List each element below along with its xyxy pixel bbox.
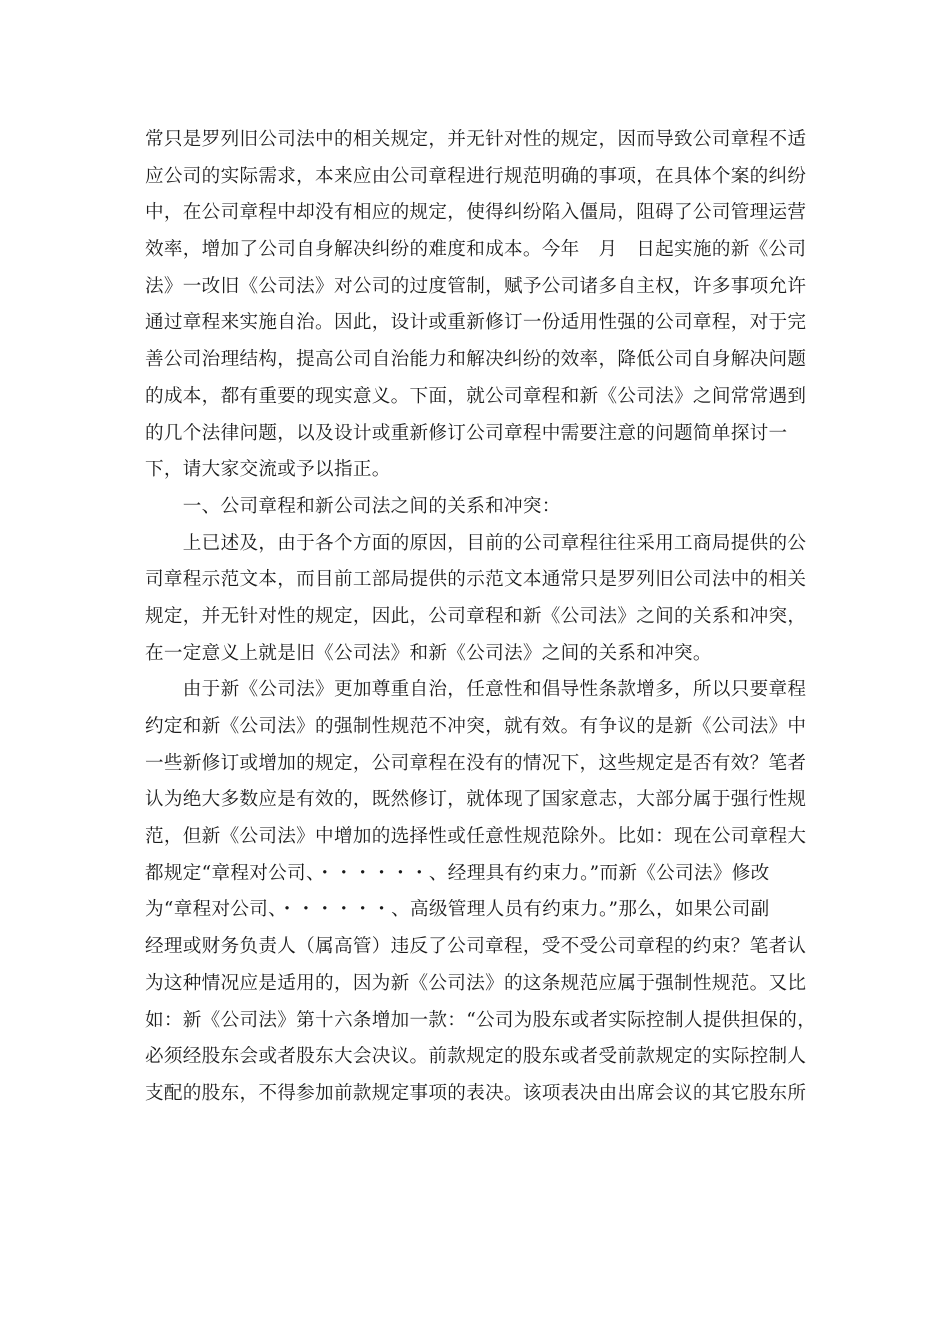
text-line: 如：新《公司法》第十六条增加一款：“公司为股东或者实际控制人提供担保的， (145, 1009, 817, 1031)
text-line: 的几个法律问题，以及设计或重新修订公司章程中需要注意的问题简单探讨一 (145, 422, 788, 444)
text-line: 范，但新《公司法》中增加的选择性或任意性规范除外。比如：现在公司章程大 (145, 826, 807, 848)
text-line: 由于新《公司法》更加尊重自治，任意性和倡导性条款增多，所以只要章程 (145, 679, 807, 701)
text-line: 规定，并无针对性的规定，因此，公司章程和新《公司法》之间的关系和冲突， (145, 605, 807, 627)
text-line: 必须经股东会或者股东大会决议。前款规定的股东或者受前款规定的实际控制人 (145, 1046, 807, 1068)
text-line: 约定和新《公司法》的强制性规范不冲突，就有效。有争议的是新《公司法》中 (145, 716, 807, 737)
text-line: 法》一改旧《公司法》对公司的过度管制，赋予公司诸多自主权，许多事项允许 (145, 275, 807, 297)
text-line: 一些新修订或增加的规定，公司章程在没有的情况下，这些规定是否有效？笔者 (145, 752, 807, 774)
text-line: 常只是罗列旧公司法中的相关规定，并无针对性的规定，因而导致公司章程不适 (145, 129, 807, 150)
text-line: 认为绝大多数应是有效的，既然修订，就体现了国家意志，大部分属于强行性规 (145, 789, 807, 811)
text-line: 效率，增加了公司自身解决纠纷的难度和成本。今年 月 日起实施的新《公司 (145, 239, 807, 261)
text-line: 为“章程对公司、・・・・・・、高级管理人员有约束力。”那么，如果公司副 (145, 899, 770, 921)
body-text (145, 122, 817, 1113)
text-line: 支配的股东，不得参加前款规定事项的表决。该项表决由出席会议的其它股东所 (145, 1082, 807, 1104)
text-line: 在一定意义上就是旧《公司法》和新《公司法》之间的关系和冲突。 (145, 642, 712, 664)
text-line: 上已述及，由于各个方面的原因，目前的公司章程往往采用工商局提供的公 (145, 532, 807, 554)
text-line: 通过章程来实施自治。因此，设计或重新修订一份适用性强的公司章程，对于完 (145, 312, 807, 334)
text-line: 都规定“章程对公司、・・・・・・、经理具有约束力。”而新《公司法》修改 (145, 862, 770, 884)
text-line: 的成本，都有重要的现实意义。下面，就公司章程和新《公司法》之间常常遇到 (145, 385, 807, 407)
text-line: 善公司治理结构，提高公司自治能力和解决纠纷的效率，降低公司自身解决问题 (145, 349, 807, 371)
text-line: 中，在公司章程中却没有相应的规定，使得纠纷陷入僵局，阻碍了公司管理运营 (145, 202, 807, 224)
text-line: 为这种情况应是适用的，因为新《公司法》的这条规范应属于强制性规范。又比 (145, 972, 807, 994)
text-line: 经理或财务负责人（属高管）违反了公司章程，受不受公司章程的约束？笔者认 (145, 936, 807, 958)
text-line: 下，请大家交流或予以指正。 (145, 459, 391, 481)
text-line: 司章程示范文本，而目前工部局提供的示范文本通常只是罗列旧公司法中的相关 (145, 569, 807, 591)
section-heading: 一、公司章程和新公司法之间的关系和冲突： (145, 495, 561, 517)
text-line: 应公司的实际需求，本来应由公司章程进行规范明确的事项，在具体个案的纠纷 (145, 165, 807, 187)
